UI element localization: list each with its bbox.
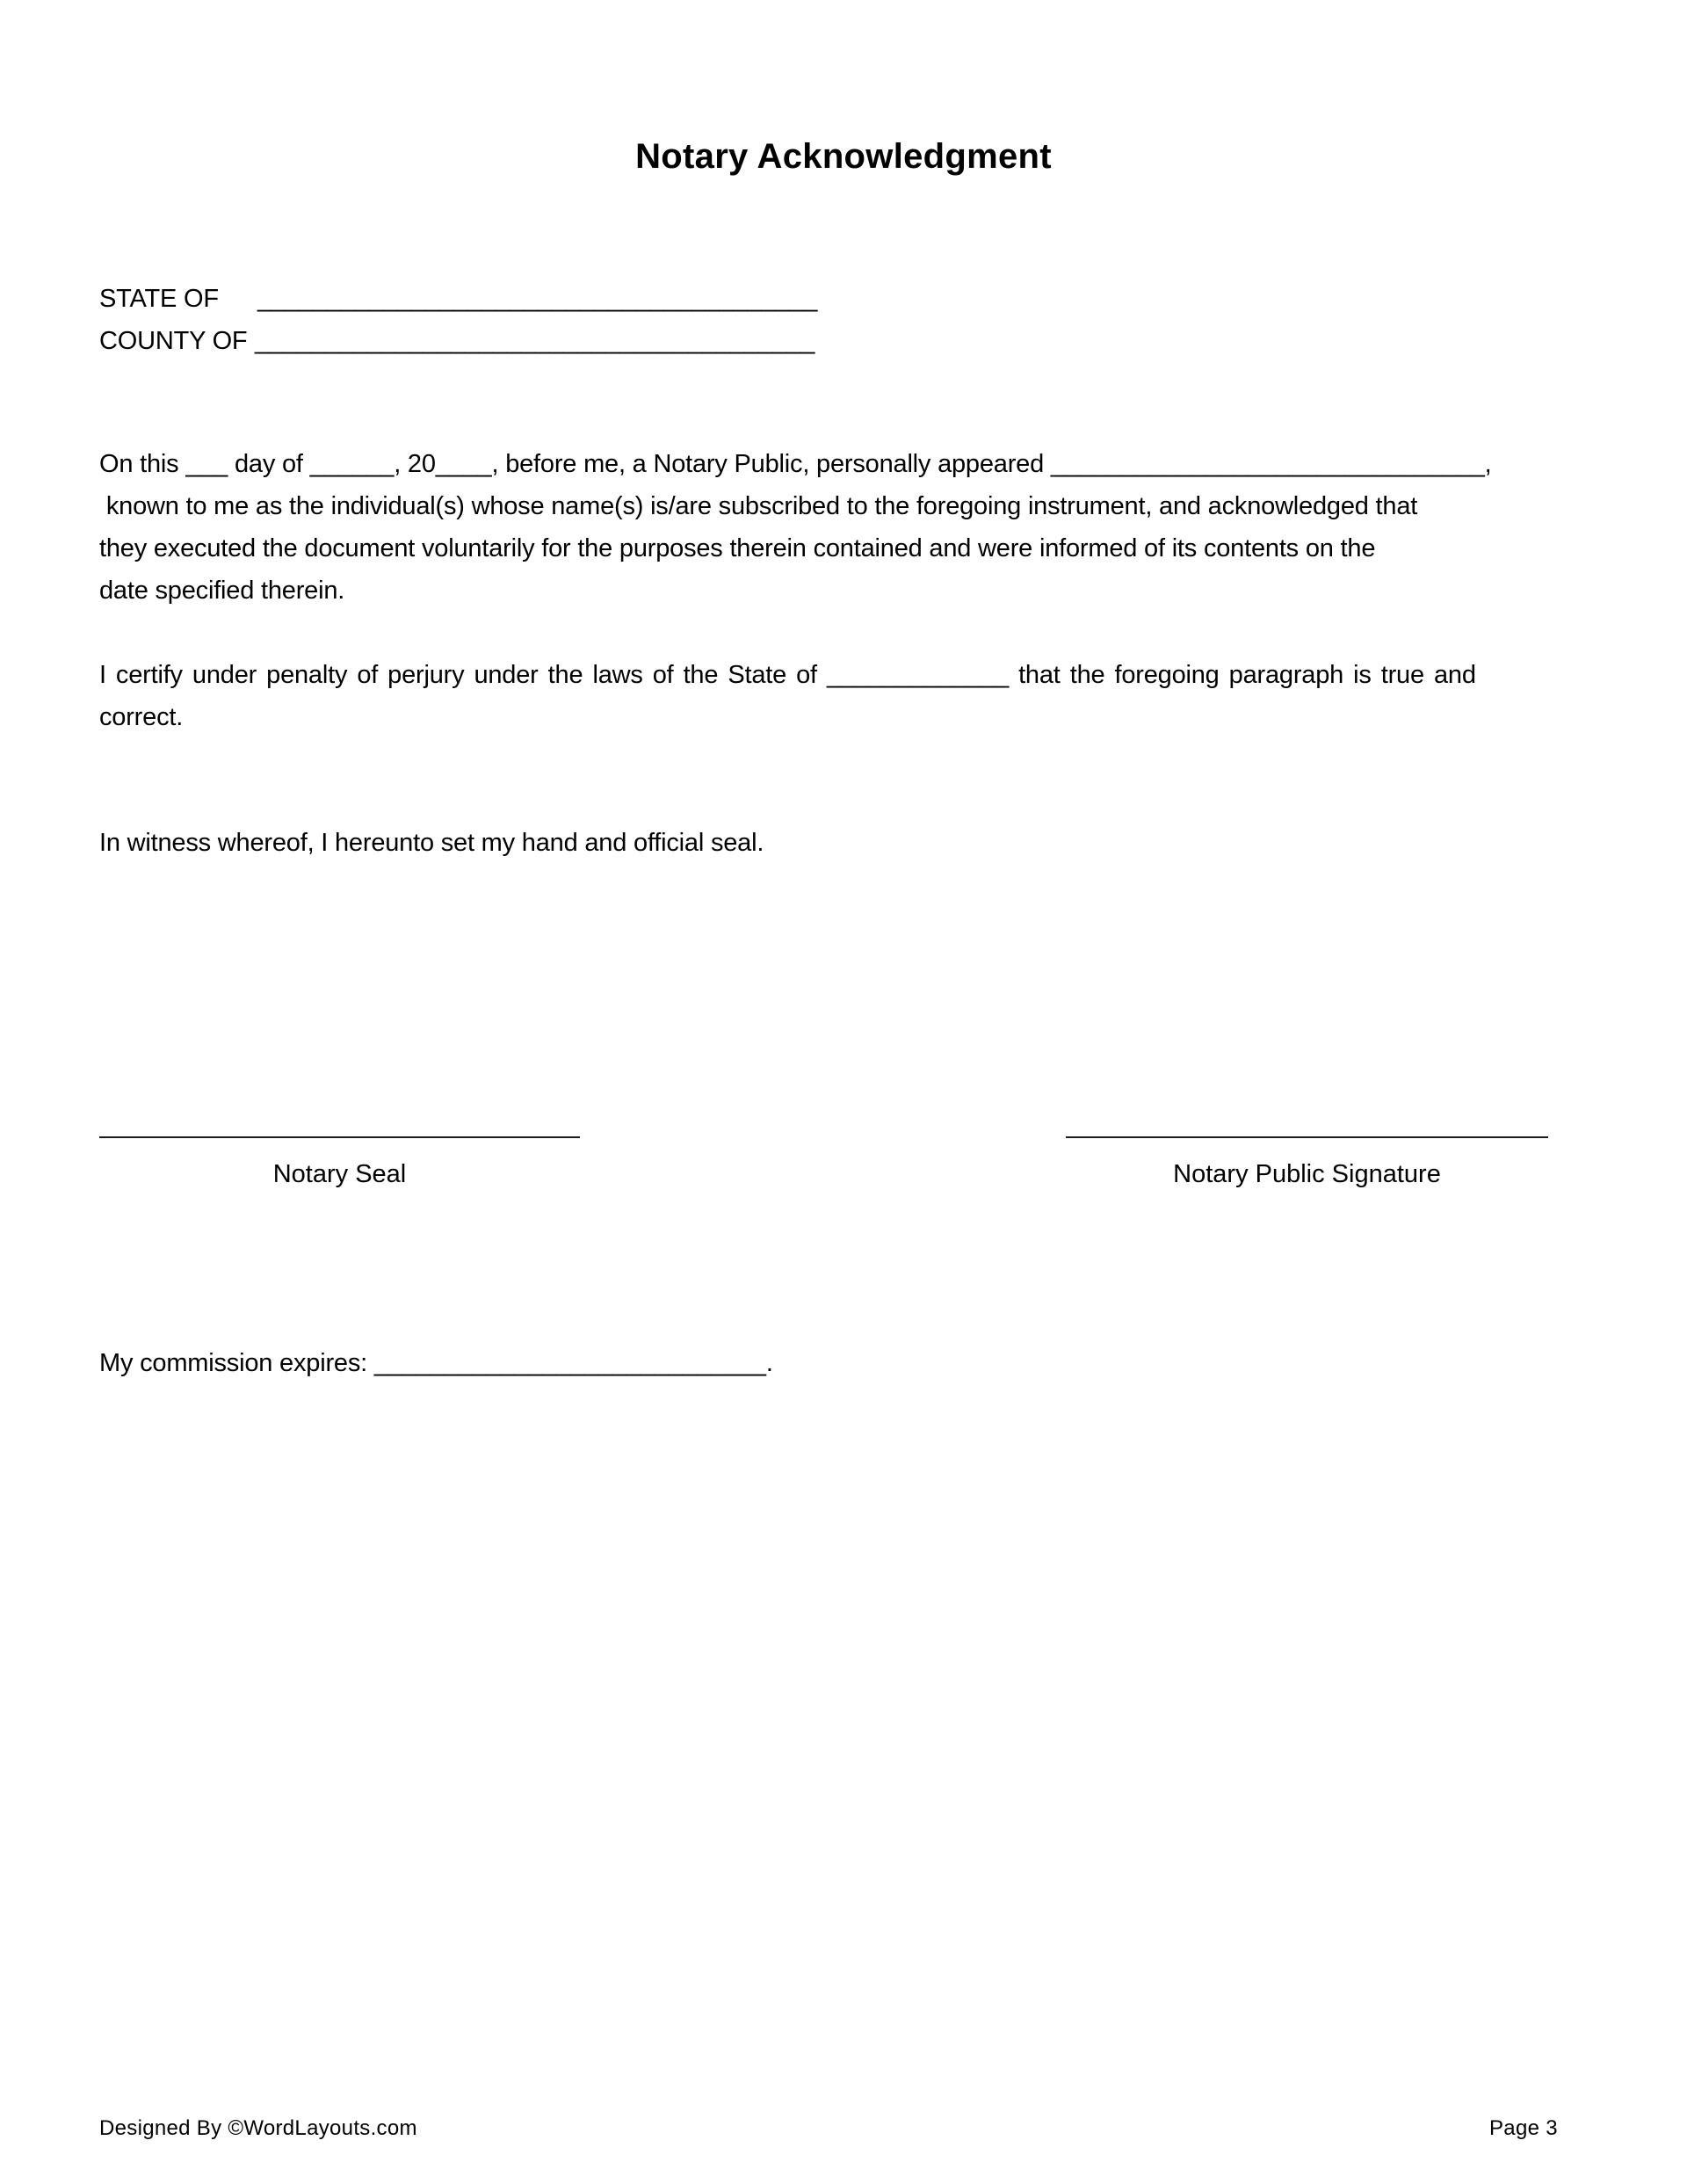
certification-line-1 (99, 654, 1580, 696)
page-number: Page 3 (1489, 2116, 1558, 2140)
notary-seal-label: Notary Seal (272, 1160, 407, 1188)
certification-text: I certify under penalty of perjury under the laws of the State of _____________ that the foregoing paragraph is true and (99, 661, 1476, 689)
state-label: STATE OF (99, 285, 219, 313)
document-title: Notary Acknowledgment (635, 137, 1052, 176)
commission-expires[interactable]: My commission expires: ____________________________. (99, 1349, 773, 1377)
notary-seal-line[interactable] (99, 1136, 580, 1138)
notary-signature-line[interactable] (1066, 1136, 1548, 1138)
footer-credit: Designed By ©WordLayouts.com (99, 2116, 417, 2140)
certification-line-2: correct. (99, 703, 184, 731)
county-field[interactable]: ________________________________________ (255, 327, 815, 355)
acknowledgment-line-3: they executed the document voluntarily for the purposes therein contained and were informed of its contents on the (99, 534, 1376, 562)
notary-signature-label: Notary Public Signature (1173, 1160, 1441, 1188)
county-label: COUNTY OF (99, 327, 248, 355)
witness-statement: In witness whereof, I hereunto set my hand and official seal. (99, 829, 764, 857)
acknowledgment-line-4: date specified therein. (99, 577, 345, 605)
state-field[interactable]: ________________________________________ (257, 285, 818, 313)
acknowledgment-line-1: On this ___ day of ______, 20____, before me, a Notary Public, personally appeared _______________________________, (99, 450, 1492, 478)
acknowledgment-line-2: known to me as the individual(s) whose name(s) is/are subscribed to the foregoing instrument, and acknowledged that (99, 492, 1418, 520)
